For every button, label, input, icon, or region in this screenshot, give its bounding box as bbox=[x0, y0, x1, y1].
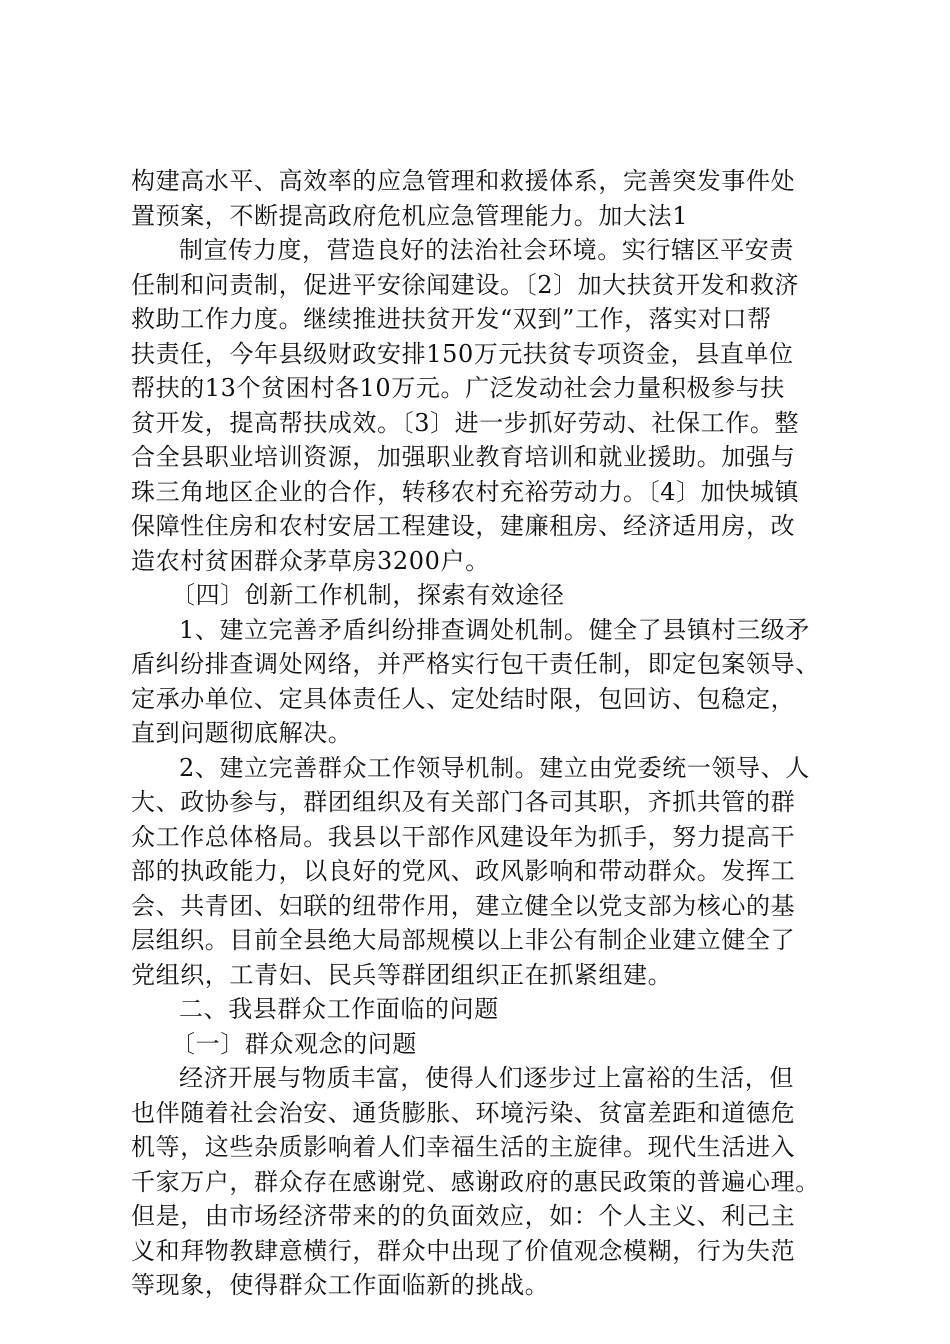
text-line: 党组织，工青妇、民兵等群团组织正在抓紧组建。 bbox=[131, 960, 673, 989]
text-line: 任制和问责制，促进平安徐闻建设。〔2〕加大扶贫开发和救济 bbox=[131, 270, 800, 299]
text-line: 机等，这些杂质影响着人们幸福生活的主旋律。现代生活进入 bbox=[131, 1133, 796, 1161]
section-heading: 〔一〕群众观念的问题 bbox=[171, 1029, 417, 1058]
text-line: 但是，由市场经济带来的的负面效应，如：个人主义、利己主 bbox=[131, 1202, 796, 1230]
text-line: 保障性住房和农村安居工程建设，建廉租房、经济适用房，改 bbox=[131, 512, 796, 540]
text-line: 置预案，不断提高政府危机应急管理能力。加大法1 bbox=[131, 201, 689, 230]
text-line: 构建高水平、高效率的应急管理和救援体系，完善突发事件处 bbox=[131, 167, 796, 195]
text-line: 大、政协参与，群团组织及有关部门各司其职，齐抓共管的群 bbox=[131, 788, 796, 816]
text-line: 经济开展与物质丰富，使得人们逐步过上富裕的生活，但 bbox=[179, 1064, 794, 1092]
text-line: 层组织。目前全县绝大局部规模以上非公有制企业建立健全了 bbox=[131, 926, 796, 954]
text-line: 直到问题彻底解决。 bbox=[131, 719, 353, 747]
text-line: 等现象，使得群众工作面临新的挑战。 bbox=[131, 1271, 550, 1299]
text-line: 也伴随着社会治安、通货膨胀、环境污染、贫富差距和道德危 bbox=[131, 1098, 796, 1127]
text-line: 造农村贫困群众茅草房3200户。 bbox=[131, 546, 490, 575]
text-line: 部的执政能力，以良好的党风、政风影响和带动群众。发挥工 bbox=[131, 857, 796, 885]
section-heading: 〔四〕创新工作机制，探索有效途径 bbox=[171, 581, 565, 609]
text-line: 扶责任，今年县级财政安排150万元扶贫专项资金，县直单位 bbox=[131, 339, 794, 368]
text-line: 众工作总体格局。我县以干部作风建设年为抓手，努力提高干 bbox=[131, 822, 796, 851]
text-line: 盾纠纷排查调处网络，并严格实行包干责任制，即定包案领导、 bbox=[131, 650, 820, 678]
text-line: 千家万户，群众存在感谢党、感谢政府的惠民政策的普遍心理。 bbox=[131, 1167, 820, 1196]
text-line: 珠三角地区企业的合作，转移农村充裕劳动力。〔4〕加快城镇 bbox=[131, 477, 800, 506]
text-line: 义和拜物教肆意横行，群众中出现了价值观念模糊，行为失范 bbox=[131, 1236, 796, 1265]
text-line: 2、建立完善群众工作领导机制。建立由党委统一领导、人 bbox=[179, 753, 810, 782]
text-line: 定承办单位、定具体责任人、定处结时限，包回访、包稳定， bbox=[131, 684, 796, 713]
text-line: 帮扶的13个贫困村各10万元。广泛发动社会力量积极参与扶 bbox=[131, 374, 785, 402]
section-heading: 二、我县群众工作面临的问题 bbox=[179, 995, 499, 1023]
text-line: 制宣传力度，营造良好的法治社会环境。实行辖区平安责 bbox=[179, 236, 794, 264]
text-line: 1、建立完善矛盾纠纷排查调处机制。健全了县镇村三级矛 bbox=[179, 615, 810, 644]
text-line: 救助工作力度。继续推进扶贫开发“双到”工作，落实对口帮 bbox=[131, 305, 772, 333]
text-line: 贫开发，提高帮扶成效。〔3〕进一步抓好劳动、社保工作。整 bbox=[131, 408, 800, 437]
text-line: 合全县职业培训资源，加强职业教育培训和就业援助。加强与 bbox=[131, 443, 796, 471]
text-line: 会、共青团、妇联的纽带作用，建立健全以党支部为核心的基 bbox=[131, 891, 796, 920]
document-body bbox=[131, 164, 836, 1303]
